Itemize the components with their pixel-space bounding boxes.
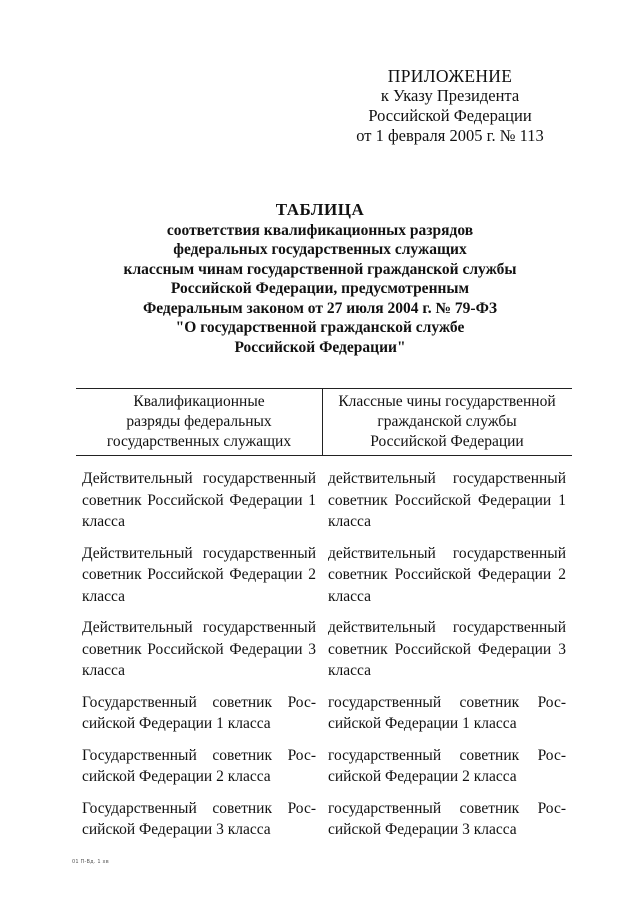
class-rank-cell: государственный советник Российской Федерации 1 класса xyxy=(328,693,566,732)
header-line: разряды федеральных xyxy=(126,413,272,430)
header-line: Классные чины государственной xyxy=(338,393,556,410)
header-line: государственных служащих xyxy=(106,433,292,450)
header-column-divider xyxy=(322,389,323,455)
heading-line: Российской Федерации" xyxy=(234,338,406,356)
class-rank-cell: государственный советник Российской Федерации 2 класса xyxy=(328,746,566,785)
heading-line: Российской Федерации, предусмотренным xyxy=(170,280,470,297)
heading-line: Федеральным законом от 27 июля 2004 г. № 79-ФЗ xyxy=(142,299,498,317)
heading-line: федеральных государственных служащих xyxy=(173,241,467,258)
header-line: Российской Федерации xyxy=(370,433,524,450)
qualification-rank-cell: Государственный советник Российской Федерации 2 класса xyxy=(82,746,316,785)
table-header xyxy=(76,389,572,456)
header-qualification-ranks xyxy=(76,389,322,455)
class-rank-cell: государственный советник Российской Федерации 3 класса xyxy=(328,799,566,838)
table-row xyxy=(76,468,572,533)
header-line: Квалификационные xyxy=(133,393,265,410)
correspondence-table xyxy=(76,388,572,851)
qualification-rank-cell: Государственный советник Российской Федерации 1 класса xyxy=(82,693,316,732)
qualification-rank-cell: Действительный государственный советник Российской Федерации 2 класса xyxy=(82,544,316,605)
table-row xyxy=(76,692,572,735)
table-body xyxy=(76,456,572,841)
qualification-rank-cell: Действительный государственный советник Российской Федерации 3 класса xyxy=(82,619,316,679)
table-row xyxy=(76,617,572,682)
heading-line: соответствия квалификационных разрядов xyxy=(166,221,474,239)
table-row xyxy=(76,745,572,788)
appendix-line-decree: к Указу Президента xyxy=(380,86,520,105)
heading-main: ТАБЛИЦА xyxy=(275,200,365,219)
appendix-header xyxy=(330,66,570,146)
appendix-line-federation: Российской Федерации xyxy=(368,106,532,125)
qualification-rank-cell: Государственный советник Российской Федерации 3 класса xyxy=(82,799,316,838)
heading-line: "О государственной гражданской службе xyxy=(175,319,465,336)
class-rank-cell: действительный государственный советник Российской Федерации 2 класса xyxy=(328,544,566,605)
appendix-line-date: от 1 февраля 2005 г. № 113 xyxy=(356,126,544,145)
class-rank-cell: действительный государственный советник Российской Федерации 1 класса xyxy=(328,470,566,530)
footer-code: 01 П-Вд. 1 хв xyxy=(72,859,109,865)
table-row xyxy=(76,798,572,841)
header-line: гражданской службы xyxy=(377,413,517,430)
heading-line: классным чинам государственной гражданской службы xyxy=(123,260,517,278)
table-row xyxy=(76,543,572,608)
appendix-title: ПРИЛОЖЕНИЕ xyxy=(387,66,513,86)
document-heading xyxy=(60,200,580,357)
qualification-rank-cell: Действительный государственный советник Российской Федерации 1 класса xyxy=(82,470,316,530)
class-rank-cell: действительный государственный советник Российской Федерации 3 класса xyxy=(328,619,566,679)
header-class-ranks xyxy=(322,389,572,455)
